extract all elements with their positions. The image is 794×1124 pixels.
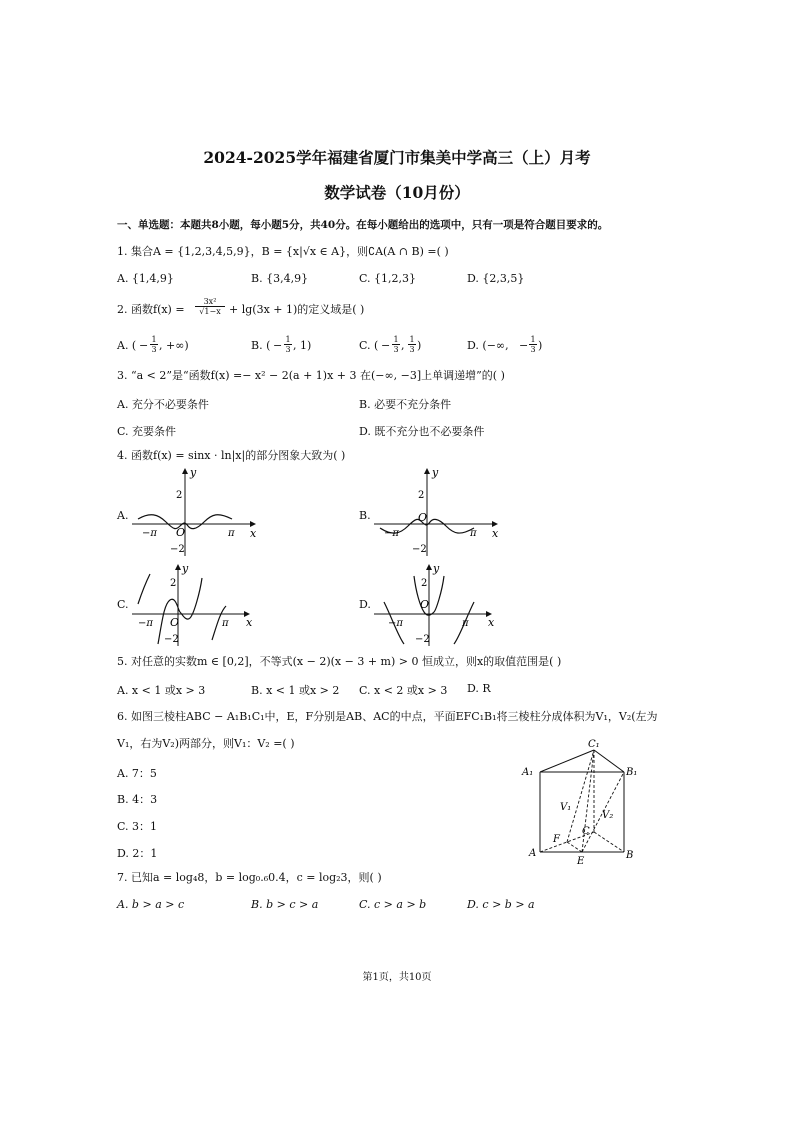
q2-option-c-fraction-2: 1 3	[409, 335, 415, 354]
svg-text:2: 2	[418, 490, 425, 501]
svg-text:C: C	[582, 826, 590, 837]
svg-text:y: y	[182, 562, 189, 575]
svg-text:A₁: A₁	[522, 767, 534, 778]
q6-prism-figure	[520, 738, 642, 868]
q4-graph-d[interactable]	[370, 562, 506, 648]
svg-text:B₁: B₁	[626, 767, 638, 778]
svg-text:E: E	[577, 856, 585, 867]
svg-text:y: y	[433, 562, 440, 575]
q6-stem-line2: V₁，右为V₂)两部分，则V₁：V₂ =( )	[117, 737, 295, 750]
q1-option-c: C. {1,2,3}	[359, 272, 417, 285]
svg-text:−2: −2	[170, 544, 185, 555]
svg-text:2: 2	[170, 578, 177, 589]
q4-option-b-label: B.	[359, 509, 371, 522]
q4-option-a-label: A.	[117, 509, 129, 522]
q4-option-c-label: C.	[117, 598, 129, 611]
q5-stem: 5. 对任意的实数m ∈ [0,2]，不等式(x − 2)(x − 3 + m) > 0 恒成立，则x的取值范围是( )	[117, 655, 562, 668]
svg-text:π: π	[228, 528, 235, 539]
q5-option-b: B. x < 1 或x > 2	[251, 684, 340, 697]
page-title: 2024-2025学年福建省厦门市集美中学高三（上）月考	[203, 148, 591, 167]
q3-option-d: D. 既不充分也不必要条件	[359, 425, 485, 438]
svg-text:−π: −π	[384, 528, 399, 539]
svg-text:F: F	[553, 834, 560, 845]
svg-text:π: π	[470, 528, 477, 539]
q6-option-a: A. 7：5	[117, 767, 157, 780]
q4-graph-b[interactable]	[370, 464, 506, 560]
q1-option-b: B. {3,4,9}	[251, 272, 309, 285]
page-subtitle: 数学试卷（10月份）	[324, 183, 470, 202]
svg-text:A: A	[529, 848, 537, 859]
q7-option-b: B. b > c > a	[251, 898, 319, 911]
q3-stem: 3. “a < 2”是“函数f(x) =− x² − 2(a + 1)x + 3 在(−∞, −3]上单调递增”的( )	[117, 369, 505, 382]
q4-graph-c[interactable]	[128, 562, 264, 648]
q3-option-b: B. 必要不充分条件	[359, 398, 452, 411]
q5-option-c: C. x < 2 或x > 3	[359, 684, 448, 697]
svg-text:−2: −2	[164, 634, 179, 645]
q1-option-a: A. {1,4,9}	[117, 272, 174, 285]
q6-stem-line1: 6. 如图三棱柱ABC − A₁B₁C₁中，E，F分别是AB、AC的中点，平面EFC₁B₁将三棱柱分成体积为V₁，V₂(左为	[117, 710, 658, 723]
section-heading: 一、单选题：本题共8小题，每小题5分，共40分。在每小题给出的选项中，只有一项是符合题目要求的。	[117, 219, 609, 231]
q2-fraction	[195, 297, 225, 316]
svg-text:−2: −2	[415, 634, 430, 645]
q6-option-c: C. 3：1	[117, 820, 158, 833]
q2-option-b-fraction: 1 3	[285, 335, 291, 354]
q2-option-d-fraction: 1 3	[530, 335, 536, 354]
q2-stem-prefix: 2. 函数f(x) =	[117, 303, 185, 316]
q6-option-d: D. 2：1	[117, 847, 158, 860]
q7-stem: 7. 已知a = log₄8，b = log₀.₆0.4，c = log₂3，则( )	[117, 871, 382, 884]
q2-fraction-numerator: 3x²	[203, 297, 217, 306]
q7-option-a: A. b > a > c	[117, 898, 185, 911]
q6-option-b: B. 4：3	[117, 793, 158, 806]
svg-text:−π: −π	[138, 618, 153, 629]
q5-option-a: A. x < 1 或x > 3	[117, 684, 206, 697]
svg-text:π: π	[222, 618, 229, 629]
svg-text:O: O	[420, 598, 430, 611]
svg-text:π: π	[462, 618, 469, 629]
svg-text:2: 2	[421, 578, 428, 589]
svg-text:O: O	[170, 616, 180, 629]
page-footer: 第1页，共10页	[362, 972, 432, 983]
q2-stem-suffix: + lg(3x + 1)的定义域是( )	[229, 303, 365, 316]
q3-option-a: A. 充分不必要条件	[117, 398, 209, 411]
svg-text:x: x	[492, 527, 499, 540]
svg-text:B: B	[626, 850, 634, 861]
q2-option-c-fraction-1: 1 3	[393, 335, 399, 354]
svg-text:2: 2	[176, 490, 183, 501]
q3-option-c: C. 充要条件	[117, 425, 177, 438]
q4-graph-a[interactable]	[128, 464, 264, 560]
q7-option-d: D. c > b > a	[467, 898, 535, 911]
svg-text:y: y	[190, 466, 197, 479]
svg-text:O: O	[418, 511, 428, 524]
q2-option-a-fraction: 1 3	[151, 335, 157, 354]
svg-text:C₁: C₁	[588, 739, 600, 750]
svg-text:V₁: V₁	[560, 802, 572, 813]
svg-text:V₂: V₂	[602, 810, 614, 821]
q5-option-d: D. R	[467, 682, 491, 695]
svg-text:y: y	[432, 466, 439, 479]
q2-fraction-denominator: √1−x	[199, 307, 221, 316]
q7-option-c: C. c > a > b	[359, 898, 427, 911]
q1-option-d: D. {2,3,5}	[467, 272, 525, 285]
svg-text:x: x	[488, 616, 495, 629]
svg-text:x: x	[246, 616, 253, 629]
svg-text:O: O	[176, 526, 186, 539]
svg-text:−2: −2	[412, 544, 427, 555]
svg-text:−π: −π	[142, 528, 157, 539]
q1-stem: 1. 集合A = {1,2,3,4,5,9}，B = {x|√x ∈ A}，则∁A(A ∩ B) =( )	[117, 245, 449, 258]
q4-option-d-label: D.	[359, 598, 371, 611]
q4-stem: 4. 函数f(x) = sinx · ln|x|的部分图象大致为( )	[117, 449, 346, 462]
svg-text:x: x	[250, 527, 257, 540]
svg-text:−π: −π	[388, 618, 403, 629]
